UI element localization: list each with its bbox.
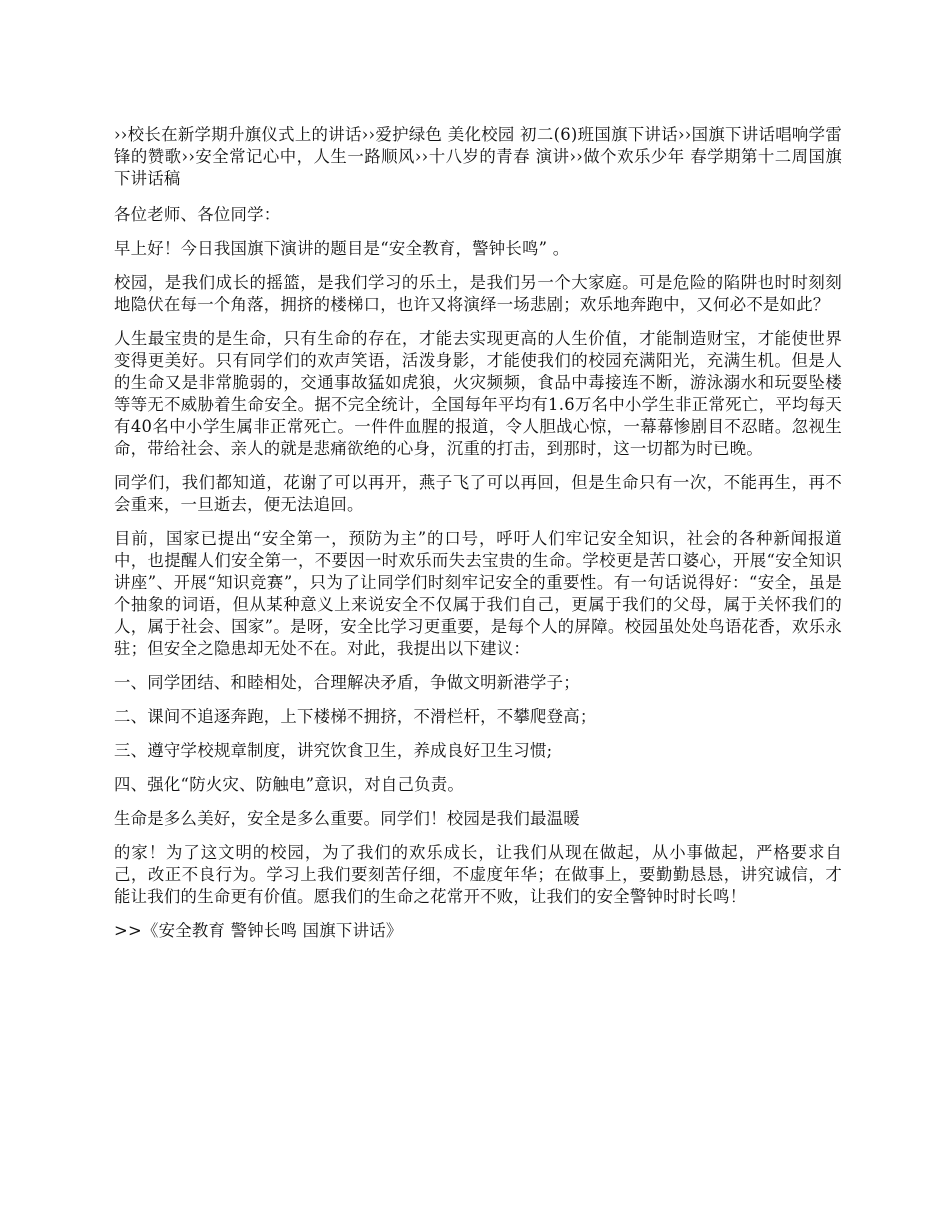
- opening-line: 早上好！今日我国旗下演讲的题目是“安全教育，警钟长鸣” 。: [114, 239, 570, 258]
- body-paragraph: 校园，是我们成长的摇篮，是我们学习的乐土，是我们另一个大家庭。可是危险的陷阱也时时刻刻地隐伏在每一个角落，拥挤的楼梯口，也许又将演绎一场悲剧；欢乐地奔跑中，又何必不是如此？: [114, 273, 842, 314]
- suggestion-item: 三、遵守学校规章制度，讲究饮食卫生，养成良好卫生习惯;: [114, 741, 553, 760]
- suggestion-item: 一、同学团结、和睦相处，合理解决矛盾，争做文明新港学子；: [114, 673, 580, 692]
- document-page: [114, 124, 842, 954]
- closing-paragraph-part1: 生命是多么美好，安全是多么重要。同学们！校园是我们最温暖: [114, 809, 580, 828]
- closing-paragraph-part2: 的家！为了这文明的校园，为了我们的欢乐成长，让我们从现在做起，从小事做起，严格要求自己，改正不良行为。学习上我们要刻苦仔细，不虚度年华；在做事上，要勤勤恳恳，讲究诚信，才能让我们的生命更有价值。愿我们的生命之花常开不败，让我们的安全警钟时时长鸣！: [114, 843, 842, 906]
- footer-link[interactable]: >>《安全教育 警钟长鸣 国旗下讲话》: [114, 921, 403, 940]
- body-paragraph: 同学们，我们都知道，花谢了可以再开，燕子飞了可以再回，但是生命只有一次，不能再生，再不会重来，一旦逝去，便无法追回。: [114, 473, 842, 514]
- suggestion-item: 二、课间不追逐奔跑，上下楼梯不拥挤，不滑栏杆，不攀爬登高；: [114, 707, 597, 726]
- greeting: 各位老师、各位同学：: [114, 205, 281, 224]
- related-links[interactable]: ››校长在新学期升旗仪式上的讲话››爱护绿色 美化校园 初二(6)班国旗下讲话››国旗下讲话唱响学雷锋的赞歌››安全常记心中，人生一路顺风››十八岁的青春 演讲››做个欢乐少年 春学期第十二周国旗下讲话稿: [114, 125, 842, 188]
- body-paragraph: 目前，国家已提出“安全第一，预防为主”的口号，呼吁人们牢记安全知识，社会的各种新闻报道中，也提醒人们安全第一，不要因一时欢乐而失去宝贵的生命。学校更是苦口婆心，开展“安全知识讲座”、开展“知识竞赛”，只为了让同学们时刻牢记安全的重要性。有一句话说得好：“安全，虽是个抽象的词语，但从某种意义上来说安全不仅属于我们自己，更属于我们的父母，属于关怀我们的人，属于社会、国家”。是呀，安全比学习更重要，是每个人的屏障。校园虽处处鸟语花香，欢乐永驻；但安全之隐患却无处不在。对此，我提出以下建议：: [114, 529, 842, 658]
- suggestion-item: 四、强化“防火灾、防触电”意识，对自己负责。: [114, 775, 465, 794]
- body-paragraph: 人生最宝贵的是生命，只有生命的存在，才能去实现更高的人生价值，才能制造财宝，才能使世界变得更美好。只有同学们的欢声笑语，活泼身影，才能使我们的校园充满阳光，充满生机。但是人的生命又是非常脆弱的，交通事故猛如虎狼，火灾频频，食品中毒接连不断，游泳溺水和玩耍坠楼等等无不威胁着生命安全。据不完全统计，全国每年平均有1.6万名中小学生非正常死亡，平均每天有40名中小学生属非正常死亡。一件件血腥的报道，令人胆战心惊，一幕幕惨剧目不忍睹。忽视生命，带给社会、亲人的就是悲痛欲绝的心身，沉重的打击，到那时，这一切都为时已晚。: [114, 329, 842, 458]
